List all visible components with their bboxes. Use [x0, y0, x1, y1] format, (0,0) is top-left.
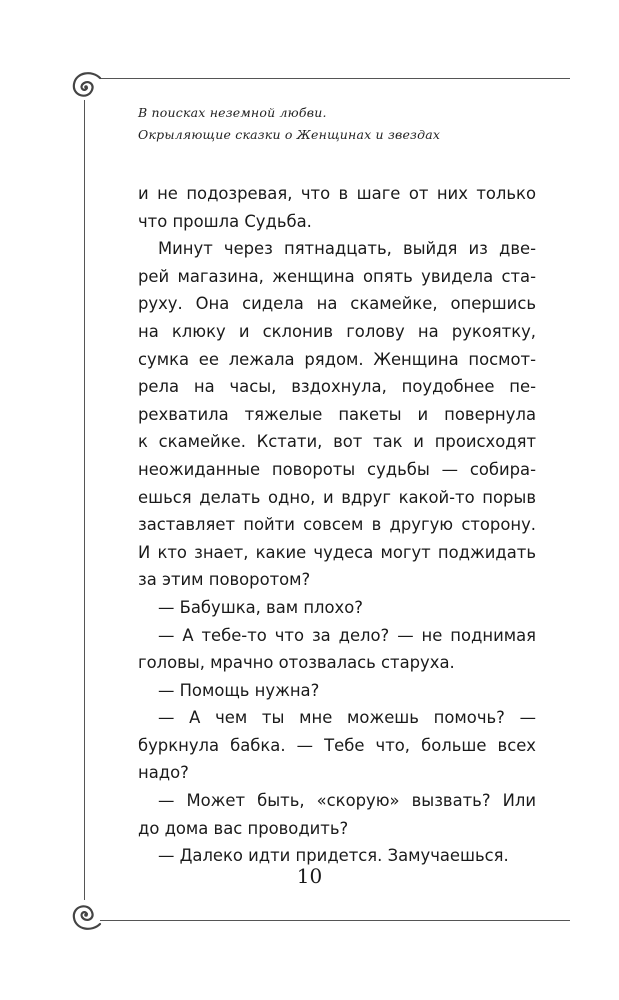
frame-left-rule: [84, 100, 85, 900]
dialogue-line: — Помощь нужна?: [158, 680, 320, 700]
text-line: надо?: [138, 763, 189, 783]
text-line: И кто знает, какие чудеса могут поджидать: [138, 542, 536, 562]
text-line: до дома вас проводить?: [138, 818, 349, 838]
text-line: за этим поворотом?: [138, 570, 311, 590]
ornament-swirl-icon: [66, 896, 106, 936]
dialogue-line: — Далеко идти придется. Замучаешься.: [158, 846, 509, 866]
dialogue-line: — А чем ты мне можешь помочь? —: [158, 708, 536, 728]
text-line: рела на часы, вздохнула, поудобнее пе-: [138, 377, 536, 397]
text-line: неожиданные повороты судьбы — собира-: [138, 459, 536, 479]
running-head-subtitle: Окрыляющие сказки о Женщинах и звездах: [138, 127, 441, 142]
text-line: заставляет пойти совсем в другую сторону.: [138, 515, 536, 535]
text-line: головы, мрачно отозвалась старуха.: [138, 653, 455, 673]
text-line: что прошла Судьба.: [138, 211, 312, 231]
running-head: [138, 102, 558, 146]
text-line: рехватила тяжелые пакеты и повернула: [138, 404, 536, 424]
ornament-swirl-icon: [66, 66, 106, 106]
frame-top-rule: [100, 78, 570, 79]
dialogue-line: — Может быть, «скорую» вызвать? Или: [158, 791, 536, 811]
page-number: 10: [296, 864, 323, 888]
dialogue-line: — А тебе-то что за дело? — не поднимая: [158, 625, 536, 645]
running-head-title: В поисках неземной любви.: [138, 105, 327, 120]
text-line: сумка ее лежала рядом. Женщина посмот-: [138, 349, 536, 369]
text-line: буркнула бабка. — Тебе что, больше всех: [138, 735, 536, 755]
text-line: ешься делать одно, и вдруг какой-то порыв: [138, 487, 536, 507]
dialogue-line: — Бабушка, вам плохо?: [158, 597, 363, 617]
text-line: рей магазина, женщина опять увидела ста-: [138, 266, 536, 286]
body-text: [138, 180, 536, 870]
text-line: Минут через пятнадцать, выйдя из две-: [158, 239, 536, 259]
text-line: и не подозревая, что в шаге от них только: [138, 184, 536, 203]
text-line: руху. Она сидела на скамейке, опершись: [138, 294, 536, 314]
text-line: на клюку и склонив голову на рукоятку,: [138, 321, 536, 341]
frame-bottom-rule: [100, 920, 570, 921]
text-line: к скамейке. Кстати, вот так и происходят: [138, 432, 536, 452]
